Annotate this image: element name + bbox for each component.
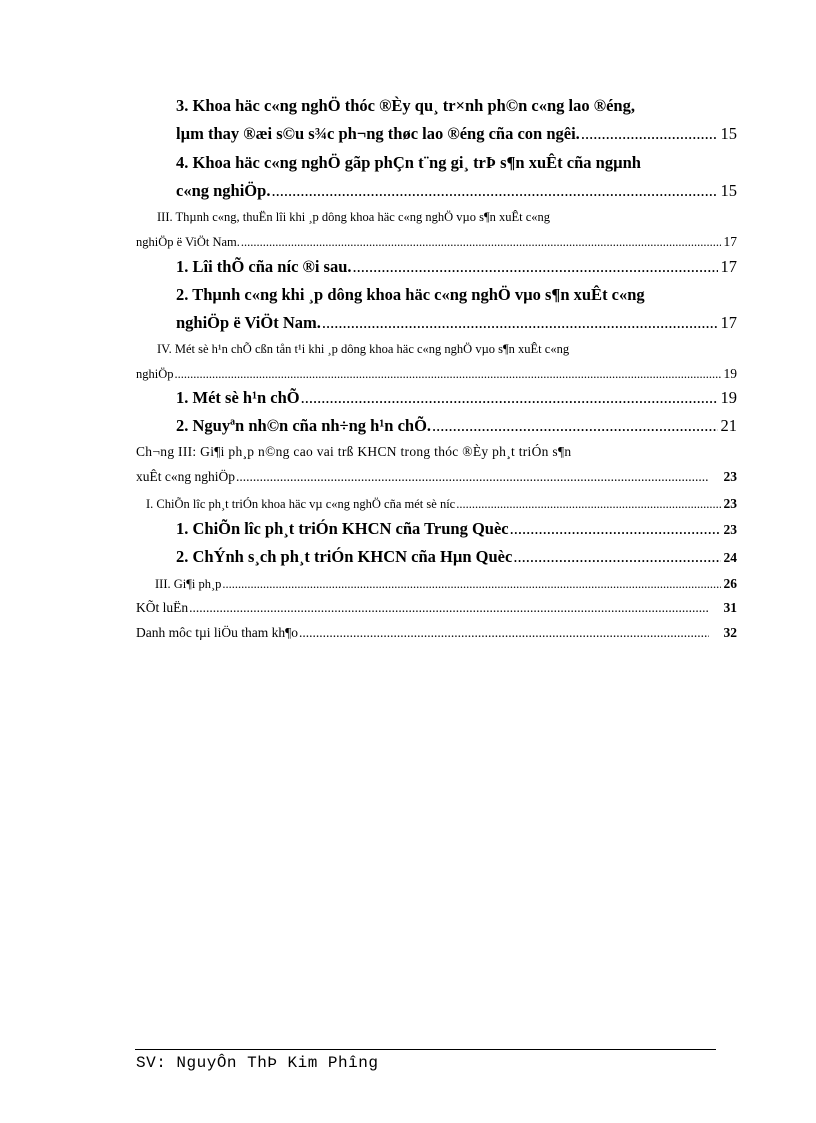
- leader-dots: [432, 416, 717, 436]
- toc-entry-text: III. Gi¶i ph¸p: [155, 577, 222, 591]
- page-number: 19: [723, 366, 737, 381]
- toc-section-i: [146, 496, 737, 512]
- leader-dots: [322, 313, 718, 333]
- toc-chapter-iii-line2: xuÊt c«ng nghiÖp: [136, 469, 235, 484]
- toc-section-iii: [136, 234, 737, 250]
- toc-entry-4: [176, 181, 737, 201]
- toc-chapter-iii: [136, 469, 737, 485]
- leader-dots: [222, 577, 720, 592]
- toc-entry-korea: [176, 547, 737, 567]
- toc-entry-4-line1: 4. Khoa häc c«ng nghÖ gãp phÇn t¨ng gi¸ trÞ s¶n xuÊt cña ngµnh: [176, 153, 641, 172]
- toc-entry-china: [176, 519, 737, 539]
- toc-entry-3-line2: lµm thay ®æi s©u s¾c ph¬ng thøc lao ®éng cña con ngêi.: [176, 124, 580, 143]
- leader-dots: [175, 367, 721, 382]
- toc-entry-3-line1: 3. Khoa häc c«ng nghÖ thóc ®Èy qu¸ tr×nh ph©n c«ng lao ®éng,: [176, 96, 635, 115]
- leader-dots: [510, 519, 721, 539]
- toc-section-solutions: [155, 576, 737, 592]
- toc-section-iv: [136, 366, 737, 382]
- leader-dots: [189, 600, 708, 616]
- toc-entry-1-latecomer: [176, 257, 737, 277]
- toc-section-iii-line1: III. Thµnh c«ng, thuËn lîi khi ¸p dông khoa häc c«ng nghÖ vµo s¶n xuÊt c«ng: [157, 210, 551, 224]
- toc-references: [136, 625, 737, 641]
- page-number: 23: [723, 522, 737, 537]
- footer-author: SV: NguyÔn ThÞ Kim Phîng: [136, 1054, 379, 1072]
- page-number: 23: [723, 469, 737, 484]
- page-number: 15: [720, 181, 737, 200]
- page-number: 17: [720, 257, 737, 276]
- toc-entry-3: [176, 124, 737, 144]
- leader-dots: [581, 124, 718, 144]
- toc-entry-2-causes: [176, 416, 737, 436]
- toc-entry-2-line2: nghiÖp ë ViÖt Nam.: [176, 313, 321, 332]
- toc-entry-text: 1. Lîi thÕ cña níc ®i sau.: [176, 257, 352, 276]
- toc-section-iv-line2: nghiÖp: [136, 367, 174, 381]
- leader-dots: [353, 257, 718, 277]
- toc-entry-2-success: [176, 313, 737, 333]
- leader-dots: [241, 235, 721, 250]
- toc-entry-text: Danh môc tµi liÖu tham kh¶o: [136, 625, 298, 640]
- page-number: 32: [723, 625, 737, 640]
- toc-entry-4-line2: c«ng nghiÖp.: [176, 181, 271, 200]
- toc-conclusion: [136, 600, 737, 616]
- leader-dots: [236, 469, 709, 485]
- leader-dots: [513, 547, 720, 567]
- toc-entry-text: 2. Nguyªn nh©n cña nh÷ng h¹n chÕ.: [176, 416, 432, 435]
- toc-entry-2-success-line1: 2. Thµnh c«ng khi ¸p dông khoa häc c«ng nghÖ vµo s¶n xuÊt c«ng: [176, 285, 645, 304]
- leader-dots: [456, 497, 720, 512]
- page-number: 17: [723, 234, 737, 249]
- page-number: 26: [723, 576, 737, 591]
- footer-divider: [135, 1049, 716, 1050]
- page-number: 15: [720, 124, 737, 143]
- toc-section-iii-line2: nghiÖp ë ViÖt Nam.: [136, 235, 240, 249]
- toc-section-iv-line1: IV. Mét sè h¹n chÕ cßn tån t¹i khi ¸p dông khoa häc c«ng nghÖ vµo s¶n xuÊt c«ng: [157, 342, 570, 356]
- page-number: 17: [720, 313, 737, 332]
- toc-entry-text: 2. ChÝnh s¸ch ph¸t triÓn KHCN cña Hµn Quèc: [176, 547, 513, 566]
- page-number: 31: [723, 600, 737, 615]
- toc-entry-1-limits: [176, 388, 737, 408]
- page-number: 19: [720, 388, 737, 407]
- toc-entry-text: I. ChiÕn lîc ph¸t triÓn khoa häc vµ c«ng nghÖ cña mét sè níc: [146, 497, 456, 511]
- page-number: 21: [720, 416, 737, 435]
- leader-dots: [271, 181, 717, 201]
- page-number: 24: [723, 550, 737, 565]
- toc-entry-text: KÕt luËn: [136, 600, 189, 615]
- page-number: 23: [723, 496, 737, 511]
- toc-entry-text: 1. ChiÕn lîc ph¸t triÓn KHCN cña Trung Quèc: [176, 519, 509, 538]
- leader-dots: [299, 625, 709, 641]
- leader-dots: [301, 388, 718, 408]
- toc-chapter-iii-line1: Ch¬ng III: Gi¶i ph¸p n©ng cao vai trß KHCN trong thóc ®Èy ph¸t triÓn s¶n: [136, 444, 572, 459]
- toc-entry-text: 1. Mét sè h¹n chÕ: [176, 388, 300, 407]
